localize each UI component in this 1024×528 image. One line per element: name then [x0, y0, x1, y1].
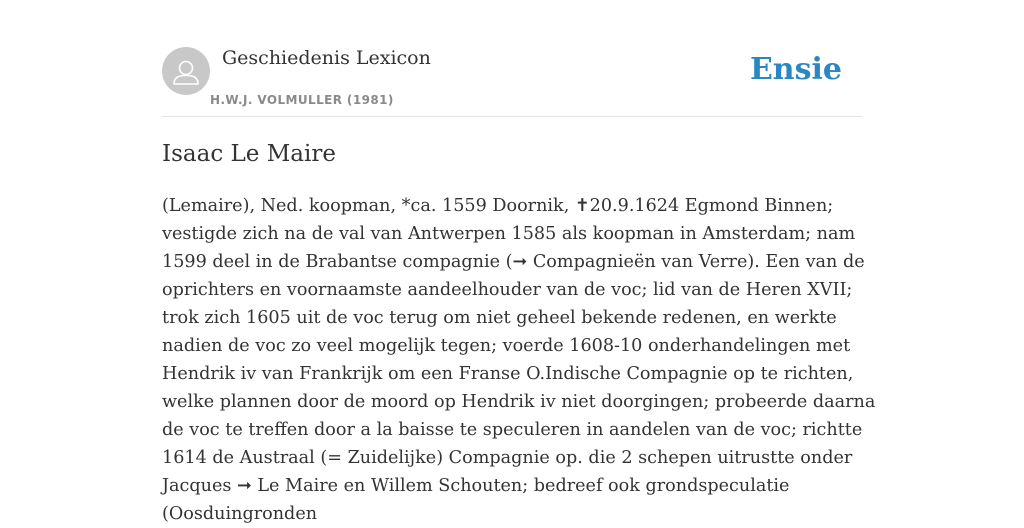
body-line: [162, 444, 862, 472]
arrow-right-icon: ➞: [512, 252, 528, 272]
body-line: [162, 472, 862, 500]
body-text: welke plannen door de moord op Hendrik iv niet doorgingen; probeerde daarna: [162, 392, 876, 412]
body-line: [162, 416, 862, 444]
body-text: 1599 deel in de Brabantse compagnie (: [162, 252, 513, 272]
body-line: [162, 276, 862, 304]
body-text: de voc te treffen door a la baisse te speculeren in aandelen van de voc; richtte: [162, 420, 863, 440]
body-text: Jacques: [162, 476, 238, 496]
cross-icon: ✝: [574, 196, 590, 216]
body-line: [162, 388, 876, 416]
body-line: [162, 220, 862, 248]
body-line: [162, 304, 862, 332]
source-header: [162, 46, 862, 117]
body-line: [162, 360, 862, 388]
source-title[interactable]: Geschiedenis Lexicon: [222, 47, 431, 69]
body-line: [162, 192, 862, 220]
body-text: vestigde zich na de val van Antwerpen 1585 als koopman in Amsterdam; nam: [162, 224, 856, 244]
body-line: [162, 332, 862, 360]
body-line: [162, 500, 862, 528]
body-text: Hendrik iv van Frankrijk om een Franse O.Indische Compagnie op te richten,: [162, 364, 854, 384]
cross-reference-link[interactable]: Le Maire: [251, 476, 339, 496]
body-text: (Oosduingronden: [162, 504, 318, 524]
body-line: [162, 248, 865, 276]
body-text: oprichters en voornaamste aandeelhouder van de voc; lid van de Heren XVII;: [162, 280, 853, 300]
body-text: 20.9.1624 Egmond Binnen;: [589, 196, 834, 216]
source-author[interactable]: H.W.J. VOLMULLER (1981): [210, 93, 394, 107]
cross-reference-link[interactable]: Compagnieën van Verre: [527, 252, 748, 272]
body-text: (Lemaire), Ned. koopman, *ca. 1559 Doornik,: [162, 196, 575, 216]
brand-logo[interactable]: Ensie: [749, 52, 842, 87]
entry-body: [162, 192, 876, 528]
body-text: en Willem Schouten; bedreef ook grondspeculatie: [338, 476, 790, 496]
author-avatar[interactable]: [162, 47, 210, 95]
user-icon: [162, 47, 210, 95]
body-text: 1614 de Austraal (= Zuidelijke) Compagnie op. die 2 schepen uitrustte onder: [162, 448, 853, 468]
body-text: trok zich 1605 uit de voc terug om niet geheel bekende redenen, en werkte: [162, 308, 837, 328]
body-text: ). Een van de: [747, 252, 865, 272]
body-text: nadien de voc zo veel mogelijk tegen; voerde 1608-10 onderhandelingen met: [162, 336, 851, 356]
arrow-right-icon: ➞: [237, 476, 252, 496]
entry-title: Isaac Le Maire: [162, 141, 336, 167]
